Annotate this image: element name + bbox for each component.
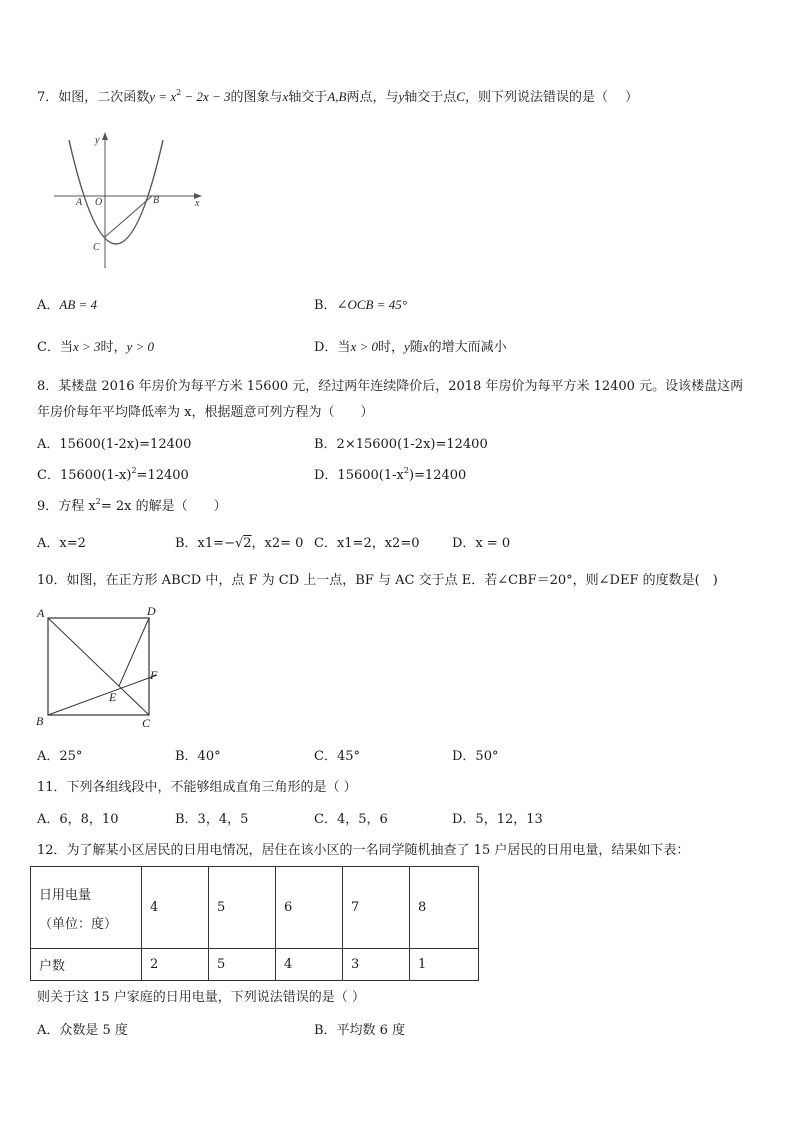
q9-option-b[interactable]: B．x1=−√2，x2= 0 bbox=[175, 536, 304, 551]
q10-option-c[interactable]: C．45° bbox=[314, 749, 360, 764]
q9-option-a[interactable]: A．x=2 bbox=[37, 536, 86, 551]
segment-de bbox=[119, 618, 149, 686]
q7-stem: 7．如图，二次函数$y = x^2 - 2x - 3$的图象与x轴交于A,B两点，与y轴交于点C，则下列说法错误的是（ ） bbox=[37, 88, 639, 105]
q10-option-b[interactable]: B．40° bbox=[175, 749, 221, 764]
label-a: A bbox=[76, 197, 83, 208]
label-o: O bbox=[95, 197, 103, 208]
q7-option-a[interactable]: A．AB = 4 bbox=[37, 297, 98, 313]
q7-parabola-figure bbox=[50, 128, 220, 270]
q8-stem-line1: 8．某楼盘 2016 年房价为每平方米 15600 元，经过两年连续降价后，2018 年房价为每平方米 12400 元。设该楼盘这两 bbox=[37, 379, 744, 394]
q11-option-a[interactable]: A．6，8，10 bbox=[37, 812, 119, 827]
label-b: B bbox=[36, 714, 44, 728]
table-cell: 8 bbox=[410, 867, 479, 949]
diagonal-ac bbox=[48, 618, 149, 715]
q7-option-d[interactable]: D．当x > 0时，y随x的增大而减小 bbox=[314, 339, 507, 355]
table-row bbox=[31, 949, 479, 981]
table-row bbox=[31, 867, 479, 949]
parabola bbox=[69, 140, 163, 244]
q8-option-b[interactable]: B．2×15600(1-2x)=12400 bbox=[314, 437, 488, 452]
table-cell: 2 bbox=[142, 949, 209, 981]
q8-option-d[interactable]: D．$15600(1-x^2)=12400$ bbox=[314, 466, 467, 483]
q12-option-a[interactable]: A．众数是 5 度 bbox=[37, 1023, 128, 1038]
label-d: D bbox=[147, 604, 156, 618]
q7-option-c[interactable]: C．当x > 3时，y > 0 bbox=[37, 339, 155, 355]
y-axis-arrow bbox=[102, 132, 108, 140]
segment-bc bbox=[105, 196, 152, 237]
q7-option-b[interactable]: B．∠OCB = 45° bbox=[314, 297, 407, 313]
q9-stem: 9．方程 $x^2= 2x$ 的解是（ ） bbox=[37, 497, 227, 514]
table-cell: 6 bbox=[276, 867, 343, 949]
segment-bf bbox=[48, 675, 157, 715]
label-e: E bbox=[109, 690, 117, 704]
q12-option-b[interactable]: B．平均数 6 度 bbox=[314, 1023, 406, 1038]
q11-stem: 11．下列各组线段中，不能够组成直角三角形的是（ ） bbox=[37, 780, 357, 795]
q10-option-d[interactable]: D．50° bbox=[452, 749, 499, 764]
label-a: A bbox=[37, 606, 45, 620]
q9-option-d[interactable]: D．x = 0 bbox=[452, 536, 511, 551]
table-cell: 1 bbox=[410, 949, 479, 981]
label-c: C bbox=[142, 716, 151, 730]
table-cell: 4 bbox=[276, 949, 343, 981]
electricity-table bbox=[30, 866, 479, 981]
q12-question: 则关于这 15 户家庭的日用电量，下列说法错误的是（ ） bbox=[37, 990, 365, 1005]
q9-option-c[interactable]: C．x1=2，x2=0 bbox=[314, 536, 420, 551]
table-cell: 5 bbox=[209, 949, 276, 981]
sqrt-sign: √ bbox=[234, 536, 244, 551]
label-f: F bbox=[150, 668, 158, 682]
q10-stem: 10．如图，在正方形 ABCD 中，点 F 为 CD 上一点，BF 与 AC 交于点 E．若∠CBF＝20°，则∠DEF 的度数是( ) bbox=[37, 573, 718, 588]
table-cell: 3 bbox=[343, 949, 410, 981]
q10-option-a[interactable]: A．25° bbox=[37, 749, 83, 764]
q11-option-d[interactable]: D．5，12，13 bbox=[452, 812, 543, 827]
label-x: x bbox=[195, 198, 200, 209]
label-b: B bbox=[153, 195, 160, 206]
q11-option-c[interactable]: C．4，5，6 bbox=[314, 812, 388, 827]
q8-stem-line2: 年房价每年平均降低率为 x，根据题意可列方程为（ ） bbox=[37, 405, 374, 420]
q8-option-a[interactable]: A．15600(1-2x)=12400 bbox=[37, 437, 192, 452]
q11-option-b[interactable]: B．3，4，5 bbox=[175, 812, 249, 827]
table-cell: 5 bbox=[209, 867, 276, 949]
q12-stem: 12．为了解某小区居民的日用电情况，居住在该小区的一名同学随机抽查了 15 户居民的日用电量，结果如下表： bbox=[37, 843, 690, 858]
table-cell: 7 bbox=[343, 867, 410, 949]
table-header-households: 户数 bbox=[31, 949, 142, 981]
q10-square-figure bbox=[34, 603, 164, 733]
label-y: y bbox=[95, 135, 100, 146]
table-header-usage: 日用电量 （单位：度） bbox=[31, 867, 142, 949]
table-cell: 4 bbox=[142, 867, 209, 949]
label-c: C bbox=[93, 242, 100, 253]
q8-option-c[interactable]: C．$15600(1-x)^2=12400$ bbox=[37, 466, 189, 483]
